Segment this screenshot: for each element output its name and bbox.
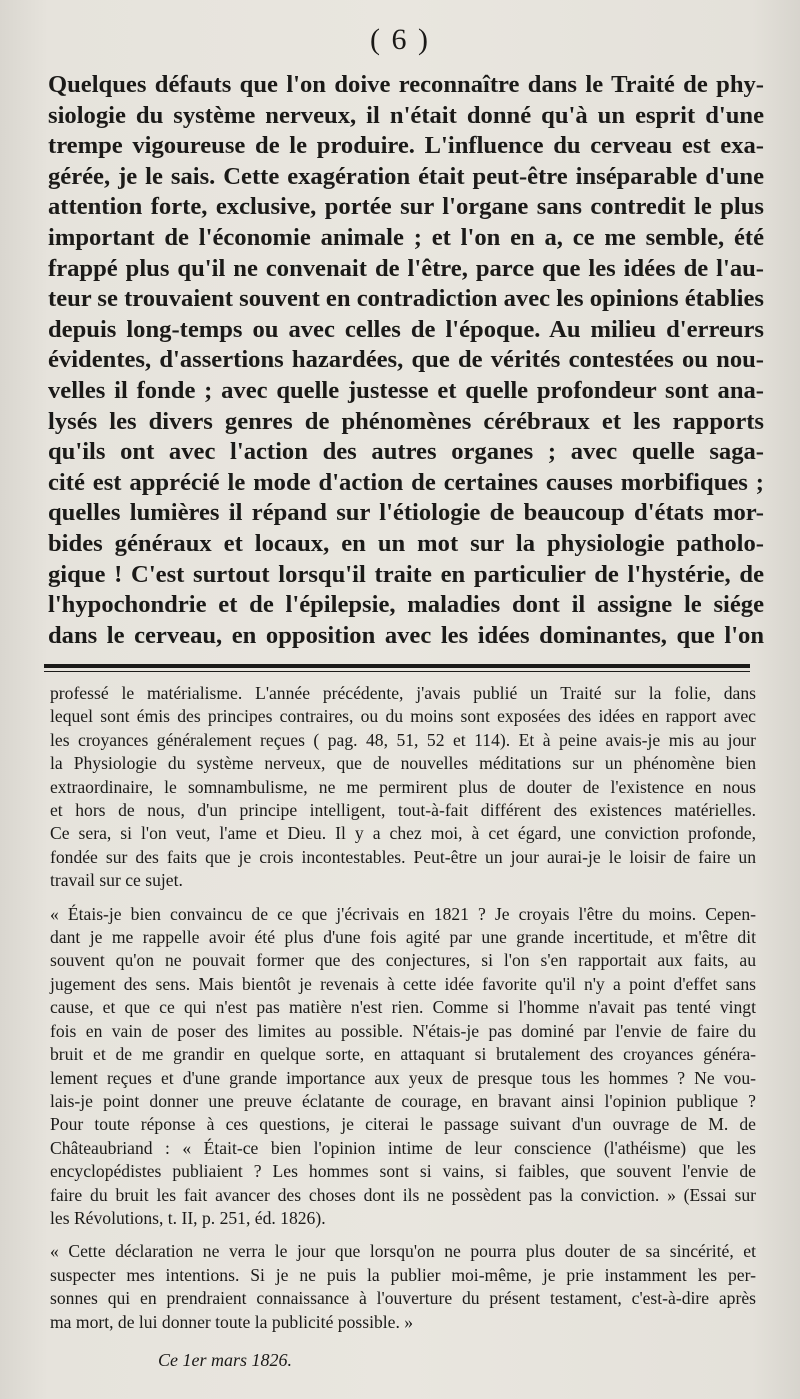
paragraph-gap	[50, 1230, 756, 1240]
text-line: siologie du système nerveux, il n'était donné qu'à un esprit d'une	[48, 101, 764, 129]
text-line: velles il fonde ; avec quelle justesse et quelle profondeur sont ana-	[48, 376, 764, 404]
footnote-line: « Étais-je bien convaincu de ce que j'écrivais en 1821 ? Je croyais l'être du moins. Cepen-	[50, 903, 756, 924]
text-line: l'hypochondrie et de l'épilepsie, maladies dont il assigne le siége	[48, 591, 764, 619]
paragraph-gap	[50, 893, 756, 903]
text-line: qu'ils ont avec l'action des autres organes ; avec quelle saga-	[48, 438, 764, 466]
footnote-divider-thin	[44, 671, 750, 672]
footnote-line: travail sur ce sujet.	[50, 870, 183, 891]
main-paragraph	[48, 70, 764, 651]
footnote-line: dant je me rappelle avoir été plus d'une fois agité par une grande incertitude, et m'être dit	[50, 927, 756, 948]
footnote-line: professé le matérialisme. L'année précédente, j'avais publié un Traité sur la folie, dans	[50, 683, 756, 703]
text-line: quelles lumières il répand sur l'étiologie de beaucoup d'états mor-	[48, 499, 764, 527]
text-line: dans le cerveau, en opposition avec les idées dominantes, que l'on	[48, 621, 764, 649]
footnote-line: la Physiologie du système nerveux, que de nouvelles méditations sur un phénomène bien	[50, 753, 756, 774]
footnote-line: fondée sur des faits que je crois incontestables. Peut-être un jour aurai-je le loisir de faire un	[50, 846, 756, 867]
text-line: bides généraux et locaux, en un mot sur la physiologie patholo-	[48, 529, 764, 557]
footnote-line: Pour toute réponse à ces questions, je citerai le passage suivant d'un ouvrage de M. de	[50, 1114, 756, 1135]
footnote-line: encyclopédistes publiaient ? Les hommes sont si vains, si faibles, que souvent l'envie de	[50, 1161, 756, 1182]
text-line: gique ! C'est surtout lorsqu'il traite en particulier de l'hystérie, de	[48, 560, 764, 588]
text-line: important de l'économie animale ; et l'on en a, ce me semble, été	[48, 223, 764, 251]
text-line: trempe vigoureuse de le produire. L'influence du cerveau est exa-	[48, 132, 764, 160]
footnote-line: faire du bruit les fait avancer des choses dont ils ne possèdent pas la conviction. » (Essai sur	[50, 1184, 756, 1205]
footnote-line: extraordinaire, le somnambulisme, ne me permirent plus de douter de l'existence en nous	[50, 776, 756, 797]
footnote-line: les Révolutions, t. II, p. 251, éd. 1826).	[50, 1207, 326, 1228]
text-line: cité est apprécié le mode d'action de certaines causes morbifiques ;	[48, 468, 764, 496]
text-line: lysés les divers genres de phénomènes cérébraux et les rapports	[48, 407, 764, 435]
footnote-line: ma mort, de lui donner toute la publicité possible. »	[50, 1311, 414, 1332]
footnote-line: souvent qu'on ne pouvait former que des conjectures, si l'on s'en rapportait aux faits, au	[50, 950, 756, 971]
text-line: depuis long-temps ou avec celles de l'époque. Au milieu d'erreurs	[48, 315, 764, 343]
text-line: frappé plus qu'il ne convenait de l'être, parce que les idées de l'au-	[48, 254, 764, 282]
page-number: ( 6 )	[370, 23, 430, 56]
footnote-line: Ce sera, si l'on veut, l'ame et Dieu. Il y a chez moi, à cet égard, une conviction profonde,	[50, 823, 756, 844]
footnote-line: et hors de nous, d'un principe intelligent, tout-à-fait différent des existences matérielles.	[50, 800, 756, 821]
footnote-line: lement reçues et d'une grande importance aux yeux de presque tous les hommes ? Ne vou-	[50, 1067, 756, 1088]
footnote-line: Châteaubriand : « Était-ce bien l'opinion intime de leur conscience (l'athéisme) que les	[50, 1137, 756, 1158]
footnote-line: bruit et de me grandir en quelque sorte, en attaquant si brutalement des croyances généra-	[50, 1044, 756, 1065]
text-line: gérée, je le sais. Cette exagération était peut-être inséparable d'une	[48, 162, 764, 190]
text-line: évidentes, d'assertions hazardées, que de vérités contestées ou nou-	[48, 346, 764, 374]
footnote-line: jugement des sens. Mais bientôt je revenais à cette idée favorite qu'il n'y a point d'effet sans	[50, 973, 756, 994]
footnote-line: « Cette déclaration ne verra le jour que lorsqu'on ne pourra plus douter de sa sincérité, et	[50, 1241, 756, 1262]
footnote-line: fois en vain de poser des limites au possible. N'étais-je pas dominé par l'envie de faire du	[50, 1020, 756, 1041]
footnote-line: sonnes qui en prendraient connaissance à l'ouverture du présent testament, c'est-à-dire après	[50, 1288, 756, 1309]
footnote-line: cause, et que ce qui n'est pas matière n'est rien. Comme si l'homme n'avait pas tenté vingt	[50, 997, 756, 1018]
footnote-line: les croyances généralement reçues ( pag. 48, 51, 52 et 114). Et à peine avais-je mis au jour	[50, 729, 756, 750]
text-line: Quelques défauts que l'on doive reconnaître dans le Traité de phy-	[48, 71, 764, 98]
footnote-divider	[44, 664, 750, 668]
date-signature: Ce 1er mars 1826.	[158, 1350, 292, 1370]
text-line: attention forte, exclusive, portée sur l'organe sans contredit le plus	[48, 193, 764, 221]
footnote-line: lais-je point donner une preuve éclatante de courage, en bravant ainsi l'opinion publique ?	[50, 1090, 756, 1111]
text-line: teur se trouvaient souvent en contradiction avec les opinions établies	[48, 285, 764, 313]
footnote-block	[50, 682, 756, 1334]
footnote-line: lequel sont émis des principes contraires, ou du moins sont exposées des idées en rapport avec	[50, 706, 756, 727]
footnote-line: suspecter mes intentions. Si je ne puis la publier moi-même, je prie instamment les per-	[50, 1264, 756, 1285]
